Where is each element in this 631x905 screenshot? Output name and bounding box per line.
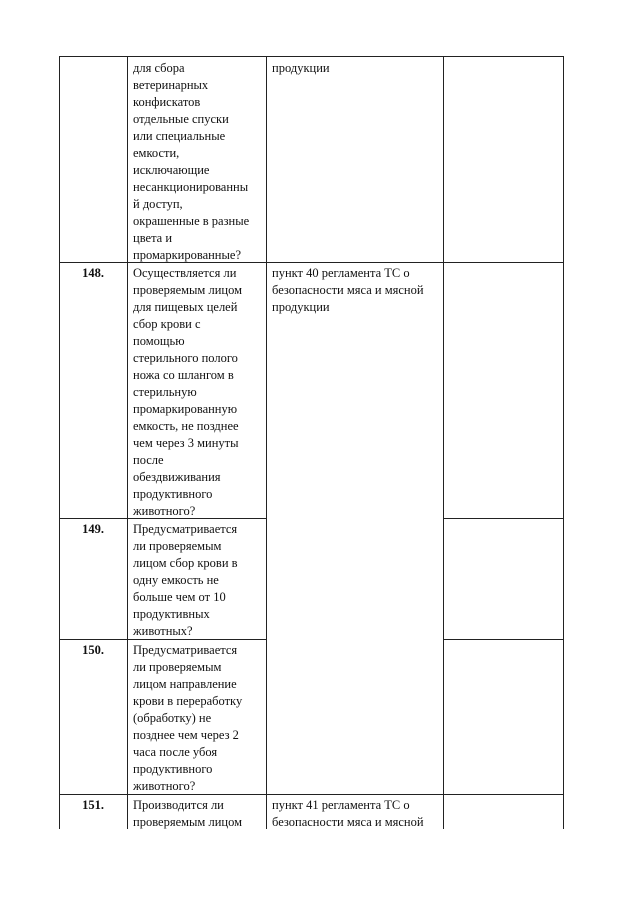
table-top-border	[59, 56, 564, 57]
requirement-question: Производится ли проверяемым лицом	[133, 798, 242, 829]
requirement-question: Предусматривается ли проверяемым лицом направление крови в переработку (обработку) не позднее чем через 2 часа после убоя продуктивного животного?	[133, 643, 243, 793]
row-divider	[443, 518, 564, 519]
column-divider	[563, 56, 564, 829]
row-number: 148.	[82, 266, 104, 280]
requirement-question: Осуществляется ли проверяемым лицом для пищевых целей сбор крови с помощью стерильного полого ножа со шлангом в стерильную промаркированную емкость, не позднее чем через 3 минуты после обездвиживания продуктивного животного?	[133, 266, 242, 518]
regulation-reference: продукции	[272, 61, 330, 75]
row-number: 150.	[82, 643, 104, 657]
requirement-question: для сбора ветеринарных конфискатов отдельные спуски или специальные емкости, исключающие несанкционированны й доступ, окрашенные в разные цвета и промаркированные?	[133, 61, 250, 262]
row-number: 149.	[82, 522, 104, 536]
regulation-reference: пункт 41 регламента ТС о безопасности мяса и мясной	[272, 798, 424, 829]
column-divider	[127, 56, 128, 829]
requirement-question: Предусматривается ли проверяемым лицом сбор крови в одну емкость не больше чем от 10 продуктивных животных?	[133, 522, 238, 638]
row-number: 151.	[82, 798, 104, 812]
column-divider	[59, 56, 60, 829]
regulation-reference: пункт 40 регламента ТС о безопасности мяса и мясной продукции	[272, 266, 424, 314]
column-divider	[443, 56, 444, 829]
row-divider	[443, 639, 564, 640]
column-divider	[266, 56, 267, 829]
